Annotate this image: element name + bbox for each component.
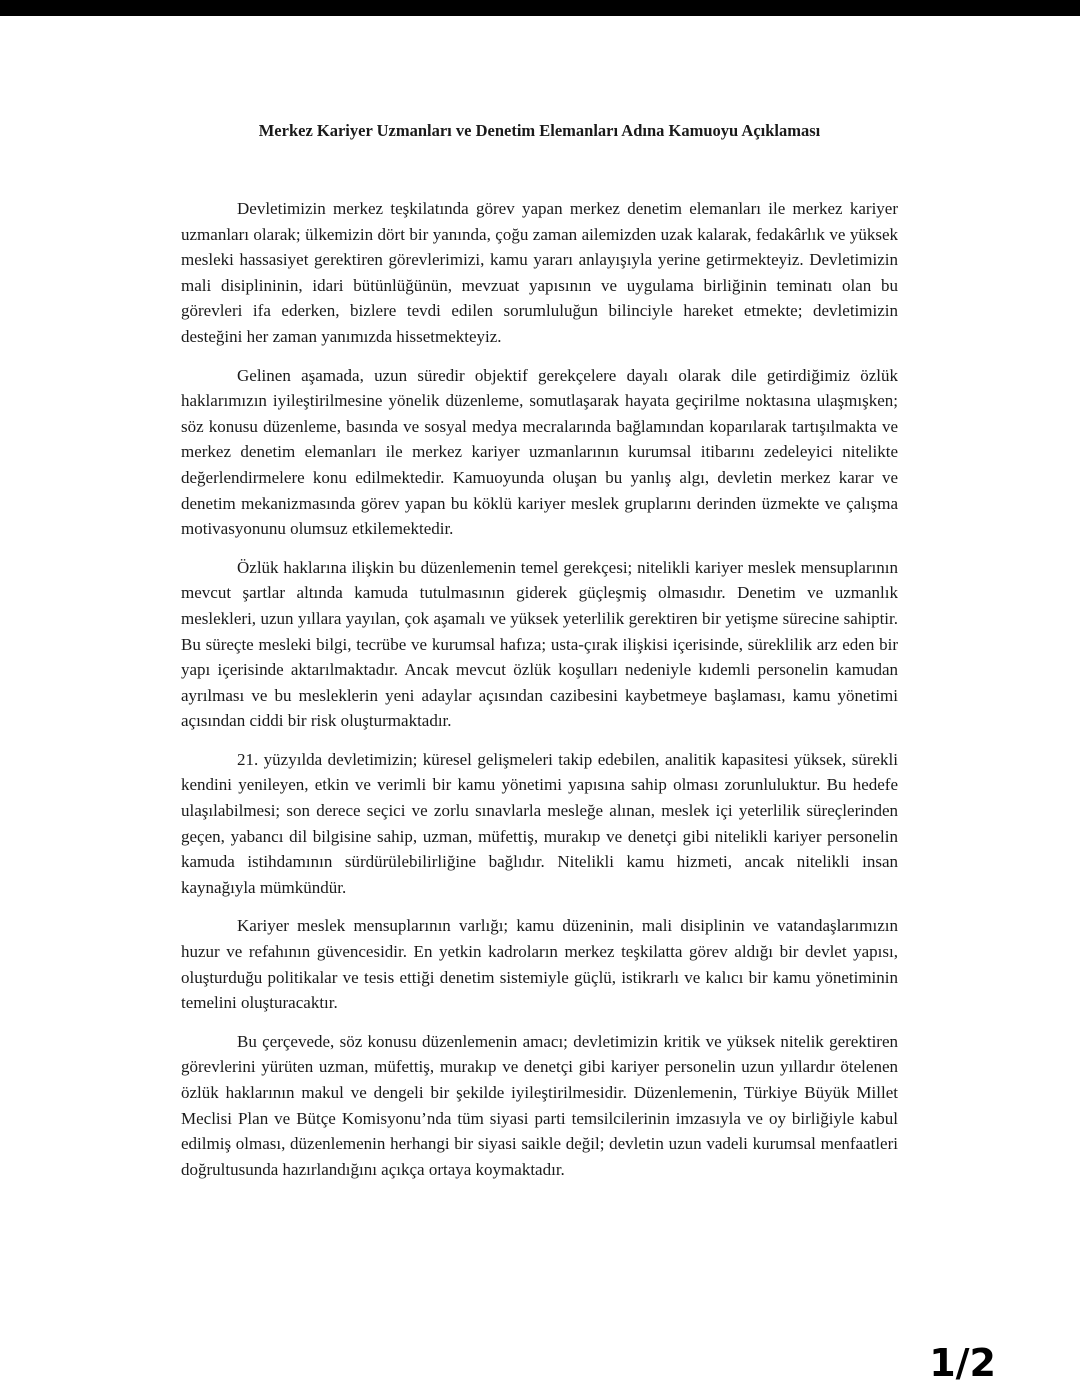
- paragraph-4: 21. yüzyılda devletimizin; küresel gelişmeleri takip edebilen, analitik kapasitesi yüksek, sürekli kendini yenileyen, etkin ve verimli bir kamu yönetimi yapısına sahip olması zorunluluktur. Bu hedefe ulaşılabilmesi; son derece seçici ve zorlu sınavlarla mesleğe alınan, meslek içi yeterlilik süreçlerinden geçen, yabancı dil bilgisine sahip, uzman, müfettiş, murakıp ve denetçi gibi nitelikli kariyer personelin kamuda istihdamının sürdürülebilirliğine bağlıdır. Nitelikli kamu hizmeti, ancak nitelikli insan kaynağıyla mümkündür.: [181, 749, 898, 897]
- paragraph-6: Bu çerçevede, söz konusu düzenlemenin amacı; devletimizin kritik ve yüksek nitelik gerektiren görevlerini yürüten uzman, müfettiş, murakıp ve denetçi gibi kariyer personelin uzun yıllardır ötelenen özlük haklarının makul ve dengeli bir şekilde iyileştirilmesidir. Düzenlemenin, Türkiye Büyük Millet Meclisi Plan ve Bütçe Komisyonu’nda tüm siyasi parti temsilcilerinin imzasıyla ve oy birliğiyle kabul edilmiş olması, düzenlemenin herhangi bir siyasi saikle değil; devletin uzun vadeli kurumsal menfaatleri doğrultusunda hazırlandığını açıkça ortaya koymaktadır.: [181, 1031, 898, 1179]
- paragraph-1: Devletimizin merkez teşkilatında görev yapan merkez denetim elemanları ile merkez kariyer uzmanları olarak; ülkemizin dört bir yanında, çoğu zaman ailemizden uzak kalarak, fedakârlık ve yüksek mesleki hassasiyet gerektiren görevlerimizi, kamu yararı anlayışıyla yerine getirmekteyiz. Devletimizin mali disiplininin, idari bütünlüğünün, mevzuat yapısının ve uygulama birliğinin teminatı olan bu görevleri ifa ederken, bizlere tevdi edilen sorumluluğun bilinciyle hareket etmekte; devletimizin desteğini her zaman yanımızda hissetmekteyiz.: [181, 199, 898, 346]
- document-page: [181, 118, 898, 1195]
- paragraph-5: Kariyer meslek mensuplarının varlığı; kamu düzeninin, mali disiplinin ve vatandaşlarımızın huzur ve refahının güvencesidir. En yetkin kadroların merkez teşkilatta görev aldığı bir devlet yapısı, oluşturduğu politikalar ve tesis ettiği denetim sistemiyle güçlü, istikrarlı ve kalıcı bir kamu yönetiminin temelini oluşturacaktır.: [181, 916, 898, 1013]
- page-number: 1/2: [929, 1341, 996, 1385]
- document-title: Merkez Kariyer Uzmanları ve Denetim Elemanları Adına Kamuoyu Açıklaması: [258, 121, 821, 140]
- top-bar: [0, 0, 1080, 16]
- paragraph-3: Özlük haklarına ilişkin bu düzenlemenin temel gerekçesi; nitelikli kariyer meslek mensuplarının mevcut şartlar altında kamuda tutulmasının giderek güçleşmiş olmasıdır. Denetim ve uzmanlık meslekleri, uzun yıllara yayılan, çok aşamalı ve yüksek yeterlilik gerektiren bir yetişme sürecine sahiptir. Bu süreçte mesleki bilgi, tecrübe ve kurumsal hafıza; usta-çırak ilişkisi içerisinde, süreklilik arz eden bir yapı içerisinde aktarılmaktadır. Ancak mevcut özlük koşulları nedeniyle kıdemli personelin kamudan ayrılması ve bu mesleklerin yeni adaylar açısından cazibesini kaybetmeye başlaması, kamu yönetimi açısından ciddi bir risk oluşturmaktadır.: [181, 557, 898, 731]
- paragraph-2: Gelinen aşamada, uzun süredir objektif gerekçelere dayalı olarak dile getirdiğimiz özlük haklarımızın iyileştirilmesine yönelik düzenleme, somutlaşarak hayata geçirilme noktasına ulaşmışken; söz konusu düzenleme, basında ve sosyal medya mecralarında bağlamından koparılarak tartışılmakta ve merkez denetim elemanları ile merkez kariyer uzmanlarının kurumsal itibarını zedeleyici nitelikte değerlendirmelere konu edilmektedir. Kamuoyunda oluşan bu yanlış algı, devletin merkez karar ve denetim mekanizmasında görev yapan bu köklü kariyer meslek gruplarını derinden üzmekte ve çalışma motivasyonunu olumsuz etkilemektedir.: [181, 365, 898, 539]
